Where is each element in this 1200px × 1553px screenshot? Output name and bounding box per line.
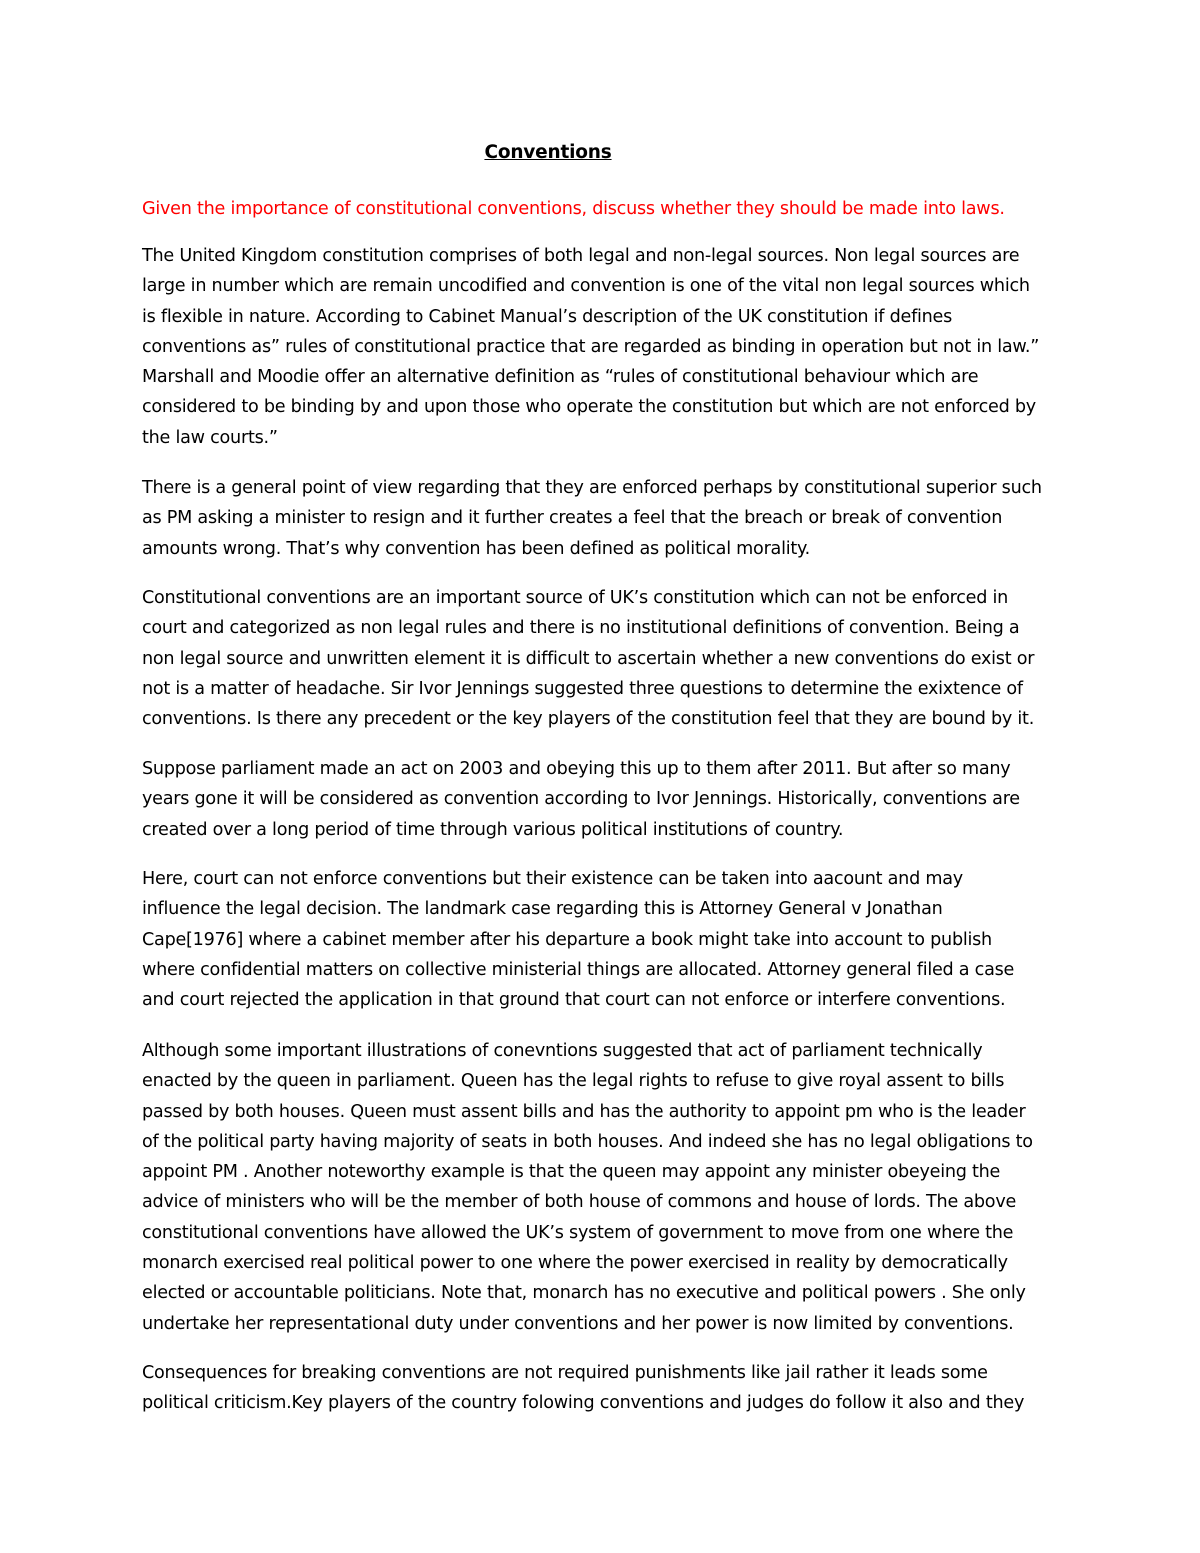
paragraph-4 bbox=[142, 754, 1072, 845]
paragraph-line: passed by both houses. Queen must assent bills and has the authority to appoint pm who is the leader bbox=[142, 1101, 1026, 1122]
paragraph-line: Suppose parliament made an act on 2003 and obeying this up to them after 2011. But after so many bbox=[142, 759, 1011, 779]
paragraph-line: constitutional conventions have allowed the UK’s system of government to move from one where the bbox=[142, 1222, 1014, 1243]
paragraph-line: conventions as” rules of constitutional practice that are regarded as binding in operation but not in law.” bbox=[142, 336, 1040, 357]
paragraph-2 bbox=[142, 473, 1072, 564]
paragraph-line: years gone it will be considered as convention according to Ivor Jennings. Historically, conventions are bbox=[142, 789, 1020, 810]
paragraph-line: Cape[1976] where a cabinet member after his departure a book might take into account to publish bbox=[142, 929, 992, 950]
paragraph-line: and court rejected the application in that ground that court can not enforce or interfere conventions. bbox=[142, 990, 1006, 1011]
paragraph-line: advice of ministers who will be the member of both house of commons and house of lords. The above bbox=[142, 1192, 1017, 1213]
paragraph-line: of the political party having majority of seats in both houses. And indeed she has no legal obligations to bbox=[142, 1131, 1033, 1152]
paragraph-line: elected or accountable politicians. Note that, monarch has no executive and political powers . She only bbox=[142, 1283, 1026, 1304]
paragraph-6 bbox=[142, 1036, 1072, 1339]
paragraph-line: Consequences for breaking conventions are not required punishments like jail rather it leads some bbox=[142, 1363, 988, 1383]
paragraph-line: There is a general point of view regarding that they are enforced perhaps by constitutional superior such bbox=[142, 478, 1042, 498]
paragraph-5 bbox=[142, 864, 1072, 1015]
paragraph-line: non legal source and unwritten element it is difficult to ascertain whether a new conventions do exist or bbox=[142, 648, 1035, 669]
paragraph-line: monarch exercised real political power to one where the power exercised in reality by democratically bbox=[142, 1253, 1008, 1274]
paragraph-7 bbox=[142, 1358, 1072, 1419]
paragraph-line: Although some important illustrations of conevntions suggested that act of parliament technically bbox=[142, 1041, 983, 1061]
paragraph-1 bbox=[142, 241, 1072, 453]
essay-question: Given the importance of constitutional conventions, discuss whether they should be made into laws. bbox=[142, 199, 1005, 219]
paragraph-line: Here, court can not enforce conventions but their existence can be taken into aacount and may bbox=[142, 869, 963, 889]
paragraph-line: influence the legal decision. The landmark case regarding this is Attorney General v Jonathan bbox=[142, 899, 943, 920]
paragraph-line: as PM asking a minister to resign and it further creates a feel that the breach or break of convention bbox=[142, 508, 1003, 529]
paragraph-line: large in number which are remain uncodified and convention is one of the vital non legal sources which bbox=[142, 276, 1030, 297]
paragraph-line: is flexible in nature. According to Cabinet Manual’s description of the UK constitution if defines bbox=[142, 306, 953, 327]
paragraph-line: appoint PM . Another noteworthy example is that the queen may appoint any minister obeyeing the bbox=[142, 1162, 1001, 1183]
paragraph-line: The United Kingdom constitution comprises of both legal and non-legal sources. Non legal sources are bbox=[142, 246, 1020, 266]
paragraph-line: political criticism.Key players of the country folowing conventions and judges do follow it also and they bbox=[142, 1393, 1025, 1414]
paragraph-line: the law courts.” bbox=[142, 427, 278, 448]
paragraph-line: not is a matter of headache. Sir Ivor Jennings suggested three questions to determine the exixtence of bbox=[142, 678, 1023, 699]
paragraph-line: where confidential matters on collective ministerial things are allocated. Attorney general filed a case bbox=[142, 959, 1015, 980]
paragraph-line: considered to be binding by and upon those who operate the constitution but which are not enforced by bbox=[142, 397, 1036, 418]
paragraph-line: court and categorized as non legal rules and there is no institutional definitions of convention. Being a bbox=[142, 618, 1020, 639]
paragraph-line: conventions. Is there any precedent or the key players of the constitution feel that they are bound by it. bbox=[142, 709, 1035, 730]
paragraph-line: amounts wrong. That’s why convention has been defined as political morality. bbox=[142, 538, 811, 559]
paragraph-line: enacted by the queen in parliament. Queen has the legal rights to refuse to give royal assent to bills bbox=[142, 1071, 1005, 1092]
paragraph-3 bbox=[142, 583, 1072, 734]
paragraph-line: Marshall and Moodie offer an alternative definition as “rules of constitutional behaviour which are bbox=[142, 367, 979, 388]
paragraph-line: created over a long period of time through various political institutions of country. bbox=[142, 819, 844, 840]
paragraph-line: Constitutional conventions are an important source of UK’s constitution which can not be enforced in bbox=[142, 588, 1009, 608]
document-title: Conventions bbox=[484, 142, 612, 163]
paragraph-line: undertake her representational duty under conventions and her power is now limited by conventions. bbox=[142, 1313, 1014, 1334]
